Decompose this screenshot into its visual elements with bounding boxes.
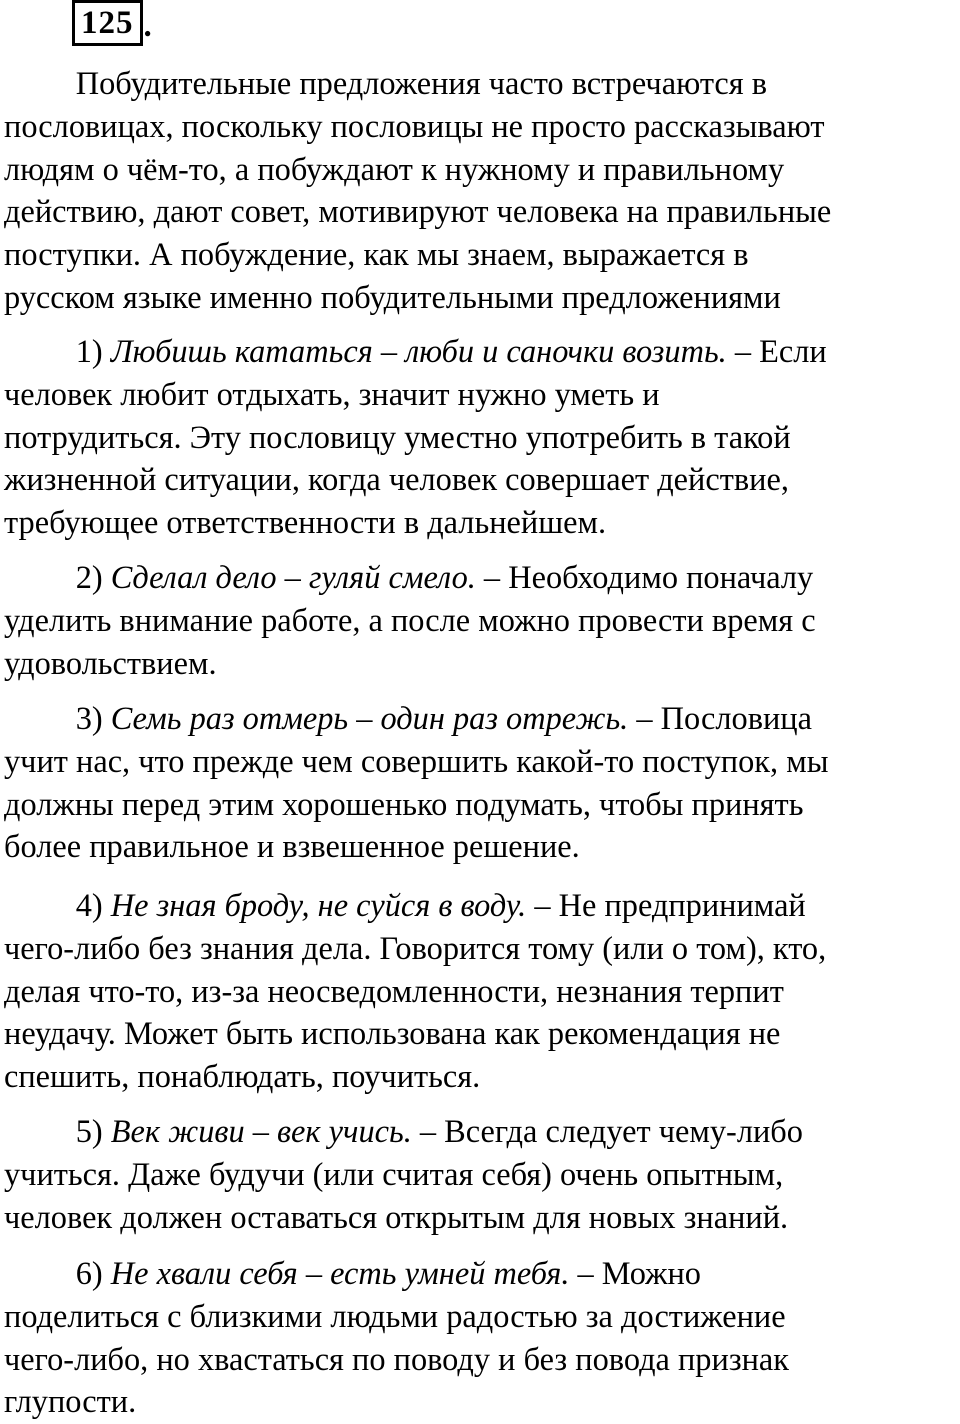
explanation-start: – Необходимо поначалу (475, 560, 814, 596)
text-line: действию, дают совет, мотивируют человека на правильные (4, 194, 832, 231)
item-number: 4) (75, 888, 103, 924)
explanation-start: – Не предпринимай (526, 888, 806, 924)
text-line: чего-либо без знания дела. Говорится тому (или о том), кто, (4, 930, 827, 967)
text-line: требующее ответственности в дальнейшем. (4, 505, 607, 542)
text-line: поделиться с близкими людьми радостью за достижение (4, 1298, 786, 1335)
text-line: пословицах, поскольку пословицы не просто рассказывают (4, 108, 825, 145)
item-first-line (4, 1111, 960, 1154)
text-line: более правильное и взвешенное решение. (4, 829, 580, 866)
text-line: учиться. Даже будучи (или считая себя) очень опытным, (4, 1156, 784, 1193)
item-first-line (4, 698, 960, 741)
explanation-start: – Всегда следует чему-либо (411, 1114, 803, 1150)
proverb-item-5 (4, 1111, 960, 1239)
item-number: 5) (75, 1114, 103, 1150)
proverb-item-4 (4, 885, 960, 1099)
text-line: жизненной ситуации, когда человек совершает действие, (4, 462, 789, 499)
item-first-line (4, 557, 960, 600)
intro-paragraph (4, 63, 960, 320)
proverb-text: Век живи – век учись. (110, 1114, 412, 1150)
text-line: чего-либо, но хвастаться по поводу и без повода признак (4, 1341, 790, 1378)
item-first-line (4, 331, 960, 374)
task-number-box: 125 (72, 0, 143, 46)
proverb-item-3 (4, 698, 960, 869)
text-line: уделить внимание работе, а после можно провести время с (4, 602, 816, 639)
explanation-start: – Пословица (628, 701, 812, 737)
proverb-text: Не хвали себя – есть умней тебя. (110, 1256, 570, 1292)
task-number (72, 2, 152, 46)
proverb-item-2 (4, 557, 960, 685)
text-line: людям о чём-то, а побуждают к нужному и правильному (4, 151, 785, 188)
item-number: 2) (75, 560, 103, 596)
proverb-text: Любишь кататься – люби и саночки возить. (110, 334, 727, 370)
text-line: учит нас, что прежде чем совершить какой-то поступок, мы (4, 743, 829, 780)
proverb-item-6 (4, 1253, 960, 1424)
text-line: человек любит отдыхать, значит нужно уметь и (4, 376, 660, 413)
proverb-item-1 (4, 331, 960, 545)
explanation-start: – Можно (569, 1256, 701, 1292)
text-line: спешить, понаблюдать, поучиться. (4, 1059, 481, 1096)
text-line: потрудиться. Эту пословицу уместно употребить в такой (4, 419, 791, 456)
text-line: неудачу. Может быть использована как рекомендация не (4, 1016, 781, 1053)
text-line: удовольствием. (4, 645, 217, 682)
item-number: 1) (75, 334, 103, 370)
proverb-text: Сделал дело – гуляй смело. (110, 560, 476, 596)
text-line: глупости. (4, 1384, 137, 1421)
task-number-dot: . (143, 8, 152, 44)
text-line: человек должен оставаться открытым для новых знаний. (4, 1199, 789, 1236)
proverb-text: Семь раз отмерь – один раз отрежь. (110, 701, 629, 737)
text-line: делая что-то, из-за неосведомленности, незнания терпит (4, 973, 784, 1010)
proverb-text: Не зная броду, не суйся в воду. (110, 888, 527, 924)
explanation-start: – Если (726, 334, 827, 370)
text-line: Побудительные предложения часто встречаются в (75, 66, 767, 102)
item-number: 3) (75, 701, 103, 737)
text-line: русском языке именно побудительными предложениями (4, 279, 781, 316)
item-number: 6) (75, 1256, 103, 1292)
item-first-line (4, 1253, 960, 1296)
text-line: поступки. А побуждение, как мы знаем, выражается в (4, 237, 749, 274)
text-line: должны перед этим хорошенько подумать, чтобы принять (4, 786, 804, 823)
item-first-line (4, 885, 960, 928)
